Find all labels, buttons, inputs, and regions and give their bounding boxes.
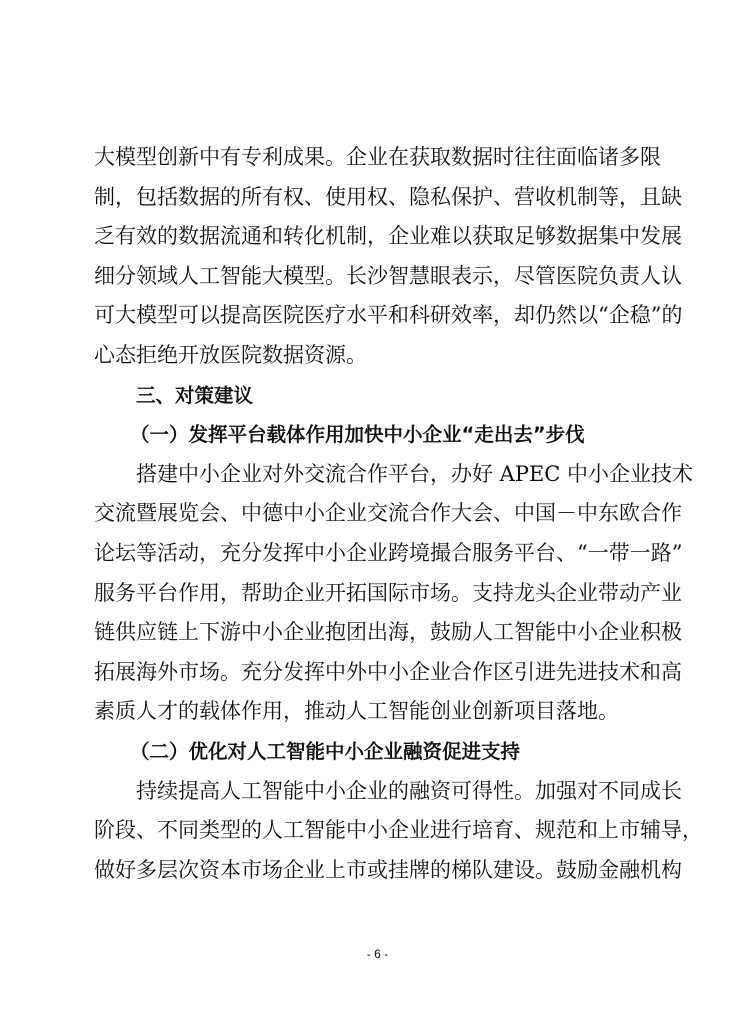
body-line: 搭建中小企业对外交流合作平台，办好 APEC 中小企业技术 (136, 461, 694, 486)
body-line: 制，包括数据的所有权、使用权、隐私保护、营收机制等，且缺 (94, 184, 682, 209)
body-line: 可大模型可以提高医院医疗水平和科研效率，却仍然以“企稳”的 (94, 303, 683, 328)
body-line: 服务平台作用，帮助企业开拓国际市场。支持龙头企业带动产业 (94, 580, 682, 605)
body-line: 素质人才的载体作用，推动人工智能创业创新项目落地。 (94, 699, 619, 724)
body-line: 交流暨展览会、中德中小企业交流合作大会、中国－中东欧合作 (94, 501, 682, 526)
body-line: 阶段、不同类型的人工智能中小企业进行培育、规范和上市辅导， (94, 818, 703, 843)
page-number: - 6 - (366, 947, 389, 961)
body-line: 持续提高人工智能中小企业的融资可得性。加强对不同成长 (136, 778, 682, 803)
body-line: 细分领域人工智能大模型。长沙智慧眼表示，尽管医院负责人认 (94, 263, 682, 288)
body-line: 链供应链上下游中小企业抱团出海，鼓励人工智能中小企业积极 (94, 620, 682, 645)
body-line: 大模型创新中有专利成果。企业在获取数据时往往面临诸多限 (94, 145, 661, 169)
body-line: 乏有效的数据流通和转化机制，企业难以获取足够数据集中发展 (94, 224, 682, 249)
subsection-2-title: （二）优化对人工智能中小企业融资促进支持 (130, 739, 521, 763)
body-line: 心态拒绝开放医院数据资源。 (94, 342, 367, 367)
body-line: 做好多层次资本市场企业上市或挂牌的梯队建设。鼓励金融机构 (94, 857, 682, 882)
body-line: 论坛等活动，充分发挥中小企业跨境撮合服务平台、“一带一路” (94, 540, 683, 565)
document-body (94, 138, 703, 890)
section-heading: 三、对策建议 (136, 383, 254, 407)
body-line: 拓展海外市场。充分发挥中外中小企业合作区引进先进技术和高 (94, 659, 682, 684)
subsection-1-title: （一）发挥平台载体作用加快中小企业“走出去”步伐 (130, 423, 585, 447)
